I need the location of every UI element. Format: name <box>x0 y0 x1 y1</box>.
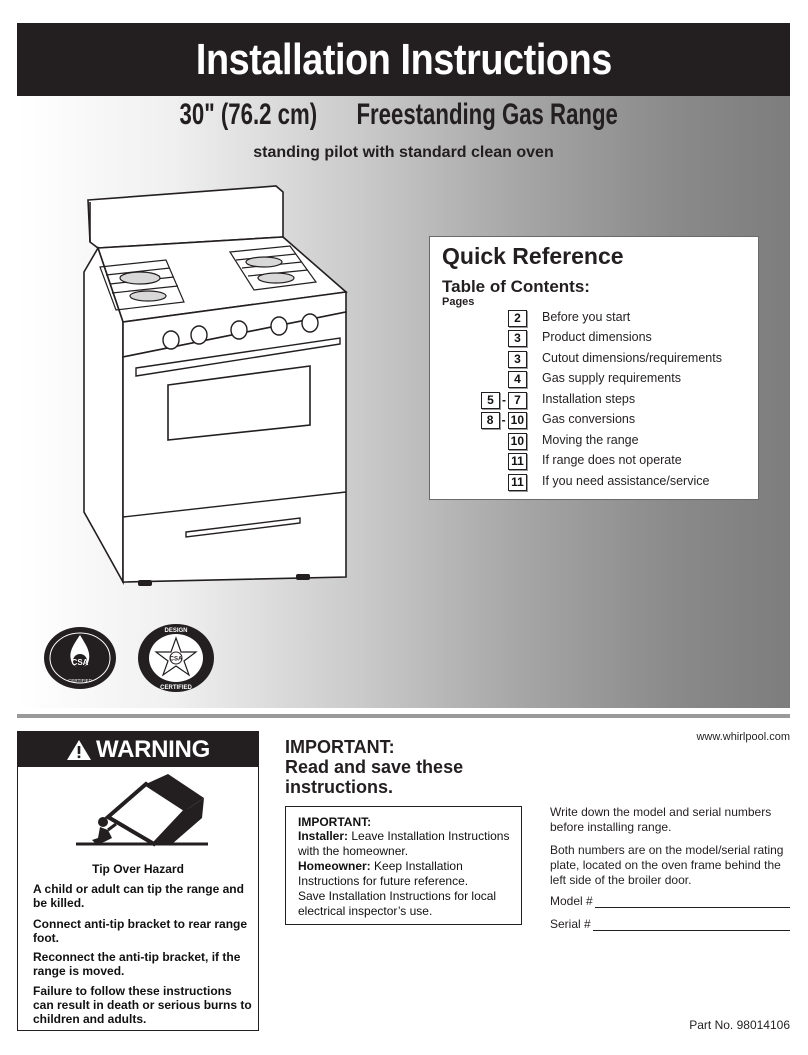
title-bar <box>17 23 790 96</box>
seal-text: CERTIFIED <box>68 678 92 683</box>
quick-reference-title: Quick Reference <box>442 243 624 269</box>
pages-label: Pages <box>442 296 475 308</box>
quick-reference-panel <box>429 236 759 500</box>
save-note: Save Installation Instructions for local electrical inspector’s use. <box>298 889 497 918</box>
design-certified-seal-icon <box>136 622 216 694</box>
range-illustration <box>78 182 358 602</box>
warning-header <box>18 732 258 767</box>
toc-item[interactable] <box>430 390 758 410</box>
toc-item[interactable] <box>430 349 758 369</box>
important-heading-line: Read and save these <box>285 757 464 777</box>
toc-item[interactable] <box>430 369 758 389</box>
toc-item-label: Before you start <box>542 310 631 324</box>
toc-item[interactable] <box>430 431 758 451</box>
toc-item-label: Installation steps <box>542 392 636 406</box>
page-title: Installation Instructions <box>195 34 612 84</box>
warning-line: A child or adult can tip the range and be killed. <box>33 882 244 910</box>
certification-seal-icon <box>42 625 118 691</box>
tip-over-hazard-icon <box>68 772 218 857</box>
toc-item-label: Gas supply requirements <box>542 371 681 385</box>
product-name: Freestanding Gas Range <box>356 98 618 131</box>
svg-text:CSA: CSA <box>169 656 183 663</box>
page-number: 10 <box>508 412 527 429</box>
model-number-field[interactable] <box>550 894 790 908</box>
page-number: 11 <box>508 474 527 491</box>
important-box-title: IMPORTANT: <box>298 815 372 829</box>
model-label: Model # <box>550 894 593 908</box>
homeowner-label: Homeowner: <box>298 859 371 873</box>
toc-item-label: If you need assistance/service <box>542 474 710 488</box>
toc-item-label: Moving the range <box>542 433 639 447</box>
page-number: 11 <box>508 453 527 470</box>
toc-item[interactable] <box>430 472 758 492</box>
page-number: 8 <box>481 412 500 429</box>
product-title <box>17 98 790 132</box>
website-link[interactable]: www.whirlpool.com <box>696 731 790 743</box>
rating-plate-note: Both numbers are on the model/serial rating plate, located on the oven frame behind the left side of the broiler door. <box>550 843 784 887</box>
important-box <box>285 806 522 925</box>
part-number: Part No. 98014106 <box>689 1018 790 1032</box>
warning-triangle-icon <box>66 739 92 761</box>
homeowner-note <box>298 859 513 889</box>
hazard-title: Tip Over Hazard <box>92 862 184 876</box>
page-number: 7 <box>508 392 527 409</box>
product-size: 30" (76.2 cm) <box>179 98 317 131</box>
page-number: 3 <box>508 351 527 368</box>
installer-text: Leave Installation Instructions with the homeowner. <box>298 829 510 858</box>
page-range-dash: - <box>501 413 506 427</box>
important-heading-line: IMPORTANT: <box>285 737 395 757</box>
page-number: 10 <box>508 433 527 450</box>
toc-item[interactable] <box>430 328 758 348</box>
page-number: 4 <box>508 371 527 388</box>
serial-label: Serial # <box>550 917 591 931</box>
toc-item[interactable] <box>430 410 758 430</box>
product-description: standing pilot with standard clean oven <box>253 144 554 161</box>
seal-top-text: DESIGN <box>164 628 188 634</box>
warning-line: Reconnect the anti-tip bracket, if the range is moved. <box>33 950 241 978</box>
serial-number-field[interactable] <box>550 917 790 931</box>
seal-bottom-text: CERTIFIED <box>160 685 192 691</box>
warning-panel <box>17 731 259 1031</box>
warning-line: Connect anti-tip bracket to rear range foot. <box>33 917 248 945</box>
warning-line: Failure to follow these instructions can result in death or serious burns to children and adults. <box>33 984 252 1026</box>
toc-item[interactable] <box>430 451 758 471</box>
table-of-contents-title: Table of Contents: <box>442 277 590 296</box>
installer-note <box>298 829 513 859</box>
homeowner-text: Keep Installation Instructions for future reference. <box>298 859 469 888</box>
svg-text:CSA: CSA <box>71 658 89 667</box>
toc-item-label: Cutout dimensions/requirements <box>542 351 722 365</box>
toc-item-label: Gas conversions <box>542 412 636 426</box>
warning-heading: WARNING <box>96 735 210 763</box>
installer-label: Installer: <box>298 829 349 843</box>
page-number: 3 <box>508 330 527 347</box>
important-heading <box>285 737 525 797</box>
section-divider <box>17 714 790 718</box>
important-heading-line: instructions. <box>285 777 394 797</box>
page-number: 5 <box>481 392 500 409</box>
page-range-dash: - <box>502 393 506 407</box>
toc-item-label: If range does not operate <box>542 453 682 467</box>
page-number: 2 <box>508 310 527 327</box>
toc-item[interactable] <box>430 308 758 328</box>
model-serial-note: Write down the model and serial numbers before installing range. <box>550 805 772 834</box>
toc-item-label: Product dimensions <box>542 330 652 344</box>
